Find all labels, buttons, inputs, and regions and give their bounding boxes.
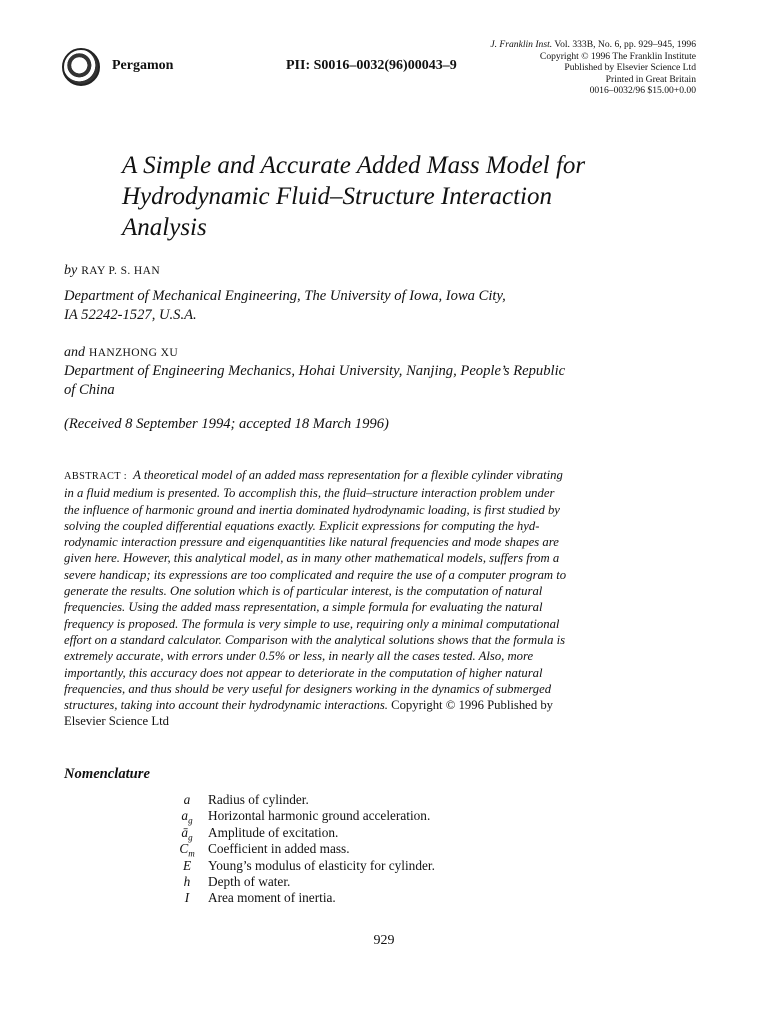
nomenclature-symbol: $C_m$ <box>179 841 195 859</box>
nomenclature-list <box>160 792 560 907</box>
nomenclature-symbol: $ā_g$ <box>181 824 193 843</box>
nomenclature-item <box>160 808 560 827</box>
nomenclature-item <box>160 825 560 841</box>
author-prefix: and <box>64 345 85 360</box>
nomenclature-item <box>160 874 560 890</box>
abstract-line: frequency is proposed. The formula is very simple to use, requiring only a minimal computational <box>64 616 560 631</box>
nomenclature-description: Area moment of inertia. <box>208 890 336 906</box>
abstract-line: frequencies, and thus should be very useful for designers working in the dynamics of submerged <box>64 681 552 696</box>
nomenclature-description: Horizontal harmonic ground acceleration. <box>208 808 431 824</box>
author-1-affiliation <box>64 287 506 325</box>
journal-line <box>490 39 696 51</box>
nomenclature-description: Radius of cylinder. <box>208 792 309 807</box>
nomenclature-symbol: a <box>183 792 191 807</box>
nomenclature-symbol: $a_g$ <box>181 808 193 827</box>
nomenclature-symbol: I <box>184 890 190 906</box>
nomenclature-description: Amplitude of excitation. <box>208 824 339 840</box>
price-line: 0016–0032/96 $15.00+0.00 <box>589 85 696 97</box>
paper-title <box>122 150 682 243</box>
author-name: HANZHONG XU <box>89 347 179 359</box>
printed-line: Printed in Great Britain <box>605 73 696 85</box>
volume-info: Vol. 333B, No. 6, pp. 929–945, 1996 <box>554 39 696 50</box>
affiliation-line: of China <box>64 382 115 398</box>
nomenclature-item <box>160 858 560 874</box>
abstract-text: A theoretical model of an added mass representation for a flexible cylinder vibrating <box>133 468 563 482</box>
title-line-2: Hydrodynamic Fluid–Structure Interaction <box>122 183 553 210</box>
abstract-line: in a fluid medium is presented. To accomplish this, the fluid–structure interaction problem under <box>64 486 555 501</box>
abstract-line: frequencies. Using the added mass representation, a simple formula for evaluating the natural <box>64 600 543 615</box>
abstract-line: importantly, this accuracy does not appear to deteriorate in the computation of higher natural <box>64 665 543 680</box>
affiliation-line: Department of Mechanical Engineering, The University of Iowa, Iowa City, <box>64 288 506 304</box>
affiliation-line: IA 52242-1527, U.S.A. <box>64 307 197 323</box>
abstract-line: severe handicap; its expressions are too complicated and require the use of a computer program to <box>64 567 567 582</box>
nomenclature-item <box>160 890 560 906</box>
pergamon-logo-icon <box>62 48 100 86</box>
author-name: RAY P. S. HAN <box>81 265 161 277</box>
abstract-line: solving the coupled differential equations exactly. Explicit expressions for computing the hyd- <box>64 518 540 533</box>
nomenclature-heading: Nomenclature <box>64 766 150 782</box>
abstract <box>64 467 694 730</box>
publisher-name: Pergamon <box>112 58 174 73</box>
abstract-line: generate the results. One solution which is of particular interest, is the computation of natural <box>64 584 543 599</box>
nomenclature-item <box>160 841 560 857</box>
author-prefix: by <box>64 263 78 278</box>
page-number: 929 <box>373 933 395 948</box>
abstract-copyright: Copyright © 1996 Published by <box>391 698 554 713</box>
nomenclature-symbol: E <box>182 857 192 873</box>
author-2 <box>64 343 178 361</box>
title-line-1: A Simple and Accurate Added Mass Model for <box>122 152 586 179</box>
nomenclature-item <box>160 792 560 808</box>
published-by-line: Published by Elsevier Science Ltd <box>564 62 696 74</box>
publication-info <box>490 39 696 97</box>
abstract-text: structures, taking into account their hydrodynamic interactions. <box>64 698 388 713</box>
received-dates: (Received 8 September 1994; accepted 18 March 1996) <box>64 416 389 432</box>
author-2-affiliation <box>64 362 565 400</box>
abstract-line: given here. However, this analytical model, as in many other mathematical models, suffers from a <box>64 551 560 566</box>
author-1 <box>64 261 160 279</box>
nomenclature-symbol: h <box>183 873 191 889</box>
copyright-line: Copyright © 1996 The Franklin Institute <box>539 50 696 62</box>
abstract-line: rodynamic interaction pressure and eigenquantities like natural frequencies and mode shapes are <box>64 535 559 550</box>
pii-identifier: PII: S0016–0032(96)00043–9 <box>286 58 457 73</box>
abstract-line: effort on a standard calculator. Comparison with the analytical solutions shows that the formula is <box>64 632 566 647</box>
nomenclature-description: Depth of water. <box>208 873 291 889</box>
abstract-line: extremely accurate, with errors under 0.5% or less, in nearly all the cases tested. Also, more <box>64 649 534 664</box>
nomenclature-description: Young’s modulus of elasticity for cylinder. <box>208 857 435 873</box>
nomenclature-description: Coefficient in added mass. <box>208 841 350 857</box>
abstract-line: the influence of harmonic ground and inertia dominated hydrodynamic loading, is first studied by <box>64 502 560 517</box>
journal-name: J. Franklin Inst. <box>490 39 553 50</box>
abstract-line <box>64 467 694 485</box>
abstract-label: ABSTRACT : <box>64 471 128 482</box>
affiliation-line: Department of Engineering Mechanics, Hohai University, Nanjing, People’s Republic <box>64 363 566 379</box>
abstract-line <box>64 697 694 713</box>
abstract-copyright-end: Elsevier Science Ltd <box>64 714 169 729</box>
title-line-3: Analysis <box>122 214 207 241</box>
